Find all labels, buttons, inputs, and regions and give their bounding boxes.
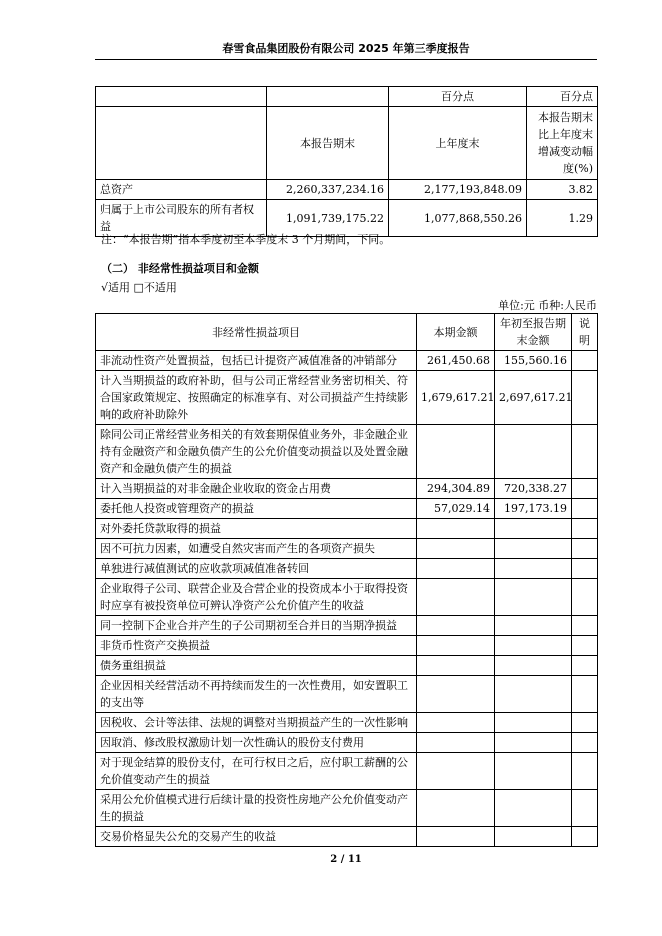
cell-current xyxy=(417,616,495,636)
item: 非货币性资产交换损益 xyxy=(96,636,417,656)
cell-desc xyxy=(572,499,598,519)
cell-ytd xyxy=(495,676,572,713)
column-header: 本报告期末比上年度末增减变动幅度(%) xyxy=(527,107,598,180)
table-row xyxy=(96,559,598,579)
table-row xyxy=(96,479,598,499)
cell-ytd: 155,560.16 xyxy=(495,351,572,371)
item: 同一控制下企业合并产生的子公司期初至合并日的当期净损益 xyxy=(96,616,417,636)
item: 对外委托贷款取得的损益 xyxy=(96,519,417,539)
cell-desc xyxy=(572,579,598,616)
table-header-row xyxy=(96,107,598,180)
cell-ytd xyxy=(495,579,572,616)
cell-current xyxy=(417,656,495,676)
cell-desc xyxy=(572,519,598,539)
item: 因取消、修改股权激励计划一次性确认的股份支付费用 xyxy=(96,733,417,753)
cell-current xyxy=(417,579,495,616)
cell-desc xyxy=(572,733,598,753)
cell-desc xyxy=(572,425,598,479)
cell-current xyxy=(417,519,495,539)
cell-current: 2,260,337,234.16 xyxy=(267,180,389,200)
balance-sheet-table xyxy=(95,86,598,237)
table-row xyxy=(96,713,598,733)
table-row xyxy=(96,425,598,479)
cell-current xyxy=(417,559,495,579)
footnote: 注：“本报告期”指本季度初至本季度末 3 个月期间，下同。 xyxy=(101,233,391,246)
item: 委托他人投资或管理资产的损益 xyxy=(96,499,417,519)
cell-desc xyxy=(572,351,598,371)
table-row xyxy=(96,579,598,616)
cell-ytd: 2,697,617.21 xyxy=(495,371,572,425)
item: 对于现金结算的股份支付，在可行权日之后，应付职工薪酬的公允价值变动产生的损益 xyxy=(96,753,417,790)
table-row xyxy=(96,180,598,200)
table-row xyxy=(96,753,598,790)
item: 计入当期损益的政府补助，但与公司正常经营业务密切相关、符合国家政策规定、按照确定的标准享有、对公司损益产生持续影响的政府补助除外 xyxy=(96,371,417,425)
table-row xyxy=(96,87,598,107)
cell-current xyxy=(417,753,495,790)
cell-desc xyxy=(572,479,598,499)
unchecked-box: □ xyxy=(133,281,144,294)
item: 单独进行减值测试的应收款项减值准备转回 xyxy=(96,559,417,579)
cell-current xyxy=(417,539,495,559)
cell-ytd xyxy=(495,559,572,579)
table-row xyxy=(96,539,598,559)
cell-change: 1.29 xyxy=(527,200,598,237)
table-row xyxy=(96,351,598,371)
cell-current: 294,304.89 xyxy=(417,479,495,499)
cell-desc xyxy=(572,790,598,827)
non-recurring-items-table xyxy=(95,313,598,847)
cell-current: 261,450.68 xyxy=(417,351,495,371)
cell-current xyxy=(417,733,495,753)
cell-desc xyxy=(572,713,598,733)
cell-ytd xyxy=(495,616,572,636)
cell-desc xyxy=(572,676,598,713)
cell-prior: 2,177,193,848.09 xyxy=(389,180,527,200)
cell-desc xyxy=(572,636,598,656)
unit-cell: 百分点 xyxy=(389,87,527,107)
row-label: 归属于上市公司股东的所有者权益 xyxy=(96,200,267,237)
cell-ytd xyxy=(495,753,572,790)
row-label: 总资产 xyxy=(96,180,267,200)
header-divider xyxy=(95,59,597,60)
table-row xyxy=(96,519,598,539)
table-row xyxy=(96,676,598,713)
item: 交易价格显失公允的交易产生的收益 xyxy=(96,827,417,847)
table-row xyxy=(96,733,598,753)
cell-current: 1,091,739,175.22 xyxy=(267,200,389,237)
cell-current xyxy=(417,676,495,713)
table-row xyxy=(96,827,598,847)
cell-ytd xyxy=(495,425,572,479)
checked-mark: √ xyxy=(101,281,109,294)
table-row xyxy=(96,499,598,519)
column-header: 本期金额 xyxy=(417,314,495,351)
table-row xyxy=(96,636,598,656)
item: 采用公允价值模式进行后续计量的投资性房地产公允价值变动产生的损益 xyxy=(96,790,417,827)
cell-ytd xyxy=(495,636,572,656)
cell-current xyxy=(417,713,495,733)
column-header: 本报告期末 xyxy=(267,107,389,180)
currency-unit: 单位:元 币种:人民币 xyxy=(498,299,597,312)
page-header-title: 春雪食品集团股份有限公司 2025 年第三季度报告 xyxy=(222,42,470,55)
table-header-row xyxy=(96,314,598,351)
cell-ytd xyxy=(495,827,572,847)
cell-ytd: 720,338.27 xyxy=(495,479,572,499)
table-row xyxy=(96,616,598,636)
cell-ytd xyxy=(495,790,572,827)
cell-desc xyxy=(572,539,598,559)
cell-current xyxy=(417,790,495,827)
cell-desc xyxy=(572,371,598,425)
cell-desc xyxy=(572,753,598,790)
item: 企业取得子公司、联营企业及合营企业的投资成本小于取得投资时应享有被投资单位可辨认净资产公允价值产生的收益 xyxy=(96,579,417,616)
cell-ytd xyxy=(495,656,572,676)
cell-ytd xyxy=(495,519,572,539)
item: 除同公司正常经营业务相关的有效套期保值业务外，非金融企业持有金融资产和金融负债产生的公允价值变动损益以及处置金融资产和金融负债产生的损益 xyxy=(96,425,417,479)
cell-desc xyxy=(572,616,598,636)
cell-ytd: 197,173.19 xyxy=(495,499,572,519)
applicability-options xyxy=(101,279,177,295)
cell-current: 57,029.14 xyxy=(417,499,495,519)
cell-prior: 1,077,868,550.26 xyxy=(389,200,527,237)
cell-ytd xyxy=(495,539,572,559)
cell-desc xyxy=(572,656,598,676)
applicable-label: 适用 xyxy=(108,281,131,294)
table-row xyxy=(96,790,598,827)
cell-current xyxy=(417,425,495,479)
cell-current xyxy=(417,827,495,847)
cell-desc xyxy=(572,827,598,847)
item: 债务重组损益 xyxy=(96,656,417,676)
not-applicable-label: 不适用 xyxy=(143,281,177,294)
column-header: 上年度末 xyxy=(389,107,527,180)
cell-ytd xyxy=(495,713,572,733)
item: 因税收、会计等法律、法规的调整对当期损益产生的一次性影响 xyxy=(96,713,417,733)
column-header: 说明 xyxy=(572,314,598,351)
cell-ytd xyxy=(495,733,572,753)
column-header: 非经常性损益项目 xyxy=(96,314,417,351)
table-row xyxy=(96,656,598,676)
item: 非流动性资产处置损益，包括已计提资产减值准备的冲销部分 xyxy=(96,351,417,371)
item: 因不可抗力因素，如遭受自然灾害而产生的各项资产损失 xyxy=(96,539,417,559)
cell-current: 1,679,617.21 xyxy=(417,371,495,425)
unit-cell: 百分点 xyxy=(527,87,598,107)
page-number: 2 / 11 xyxy=(330,854,362,865)
cell-change: 3.82 xyxy=(527,180,598,200)
item: 计入当期损益的对非金融企业收取的资金占用费 xyxy=(96,479,417,499)
item: 企业因相关经营活动不再持续而发生的一次性费用，如安置职工的支出等 xyxy=(96,676,417,713)
cell-current xyxy=(417,636,495,656)
section-title: （二） 非经常性损益项目和金额 xyxy=(101,262,259,275)
cell-desc xyxy=(572,559,598,579)
table-row xyxy=(96,371,598,425)
column-header: 年初至报告期末金额 xyxy=(495,314,572,351)
